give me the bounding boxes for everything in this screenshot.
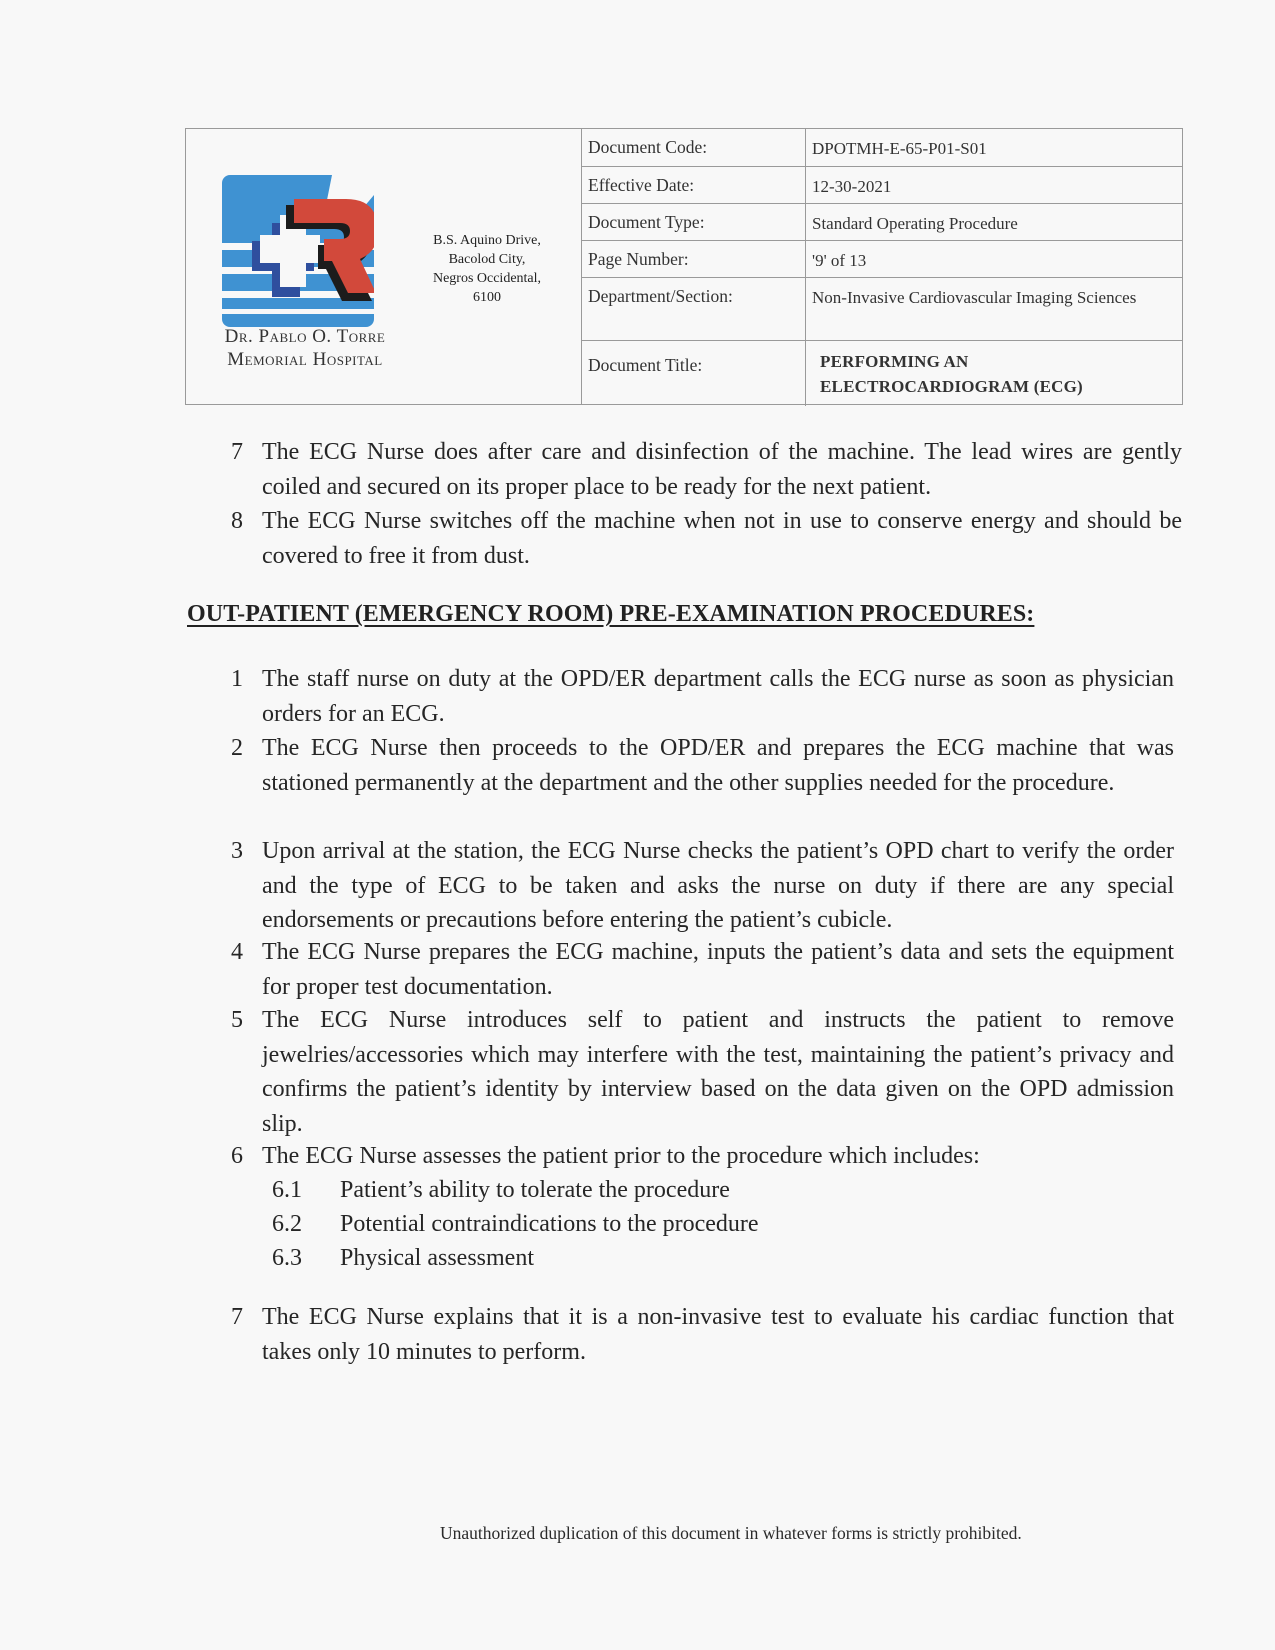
address-line: 6100 <box>473 290 501 305</box>
page-number-value: '9' of 13 <box>812 251 867 270</box>
metadata-row-effective-date <box>582 167 1182 204</box>
item-number: 4 <box>231 939 243 965</box>
subitem-text: Physical assessment <box>340 1245 534 1271</box>
subitem-number: 6.1 <box>272 1177 302 1203</box>
document-title-value <box>806 341 1182 406</box>
subitem-text: Patient’s ability to tolerate the procedure <box>340 1177 730 1203</box>
metadata-label: Effective Date: <box>582 167 806 203</box>
metadata-label: Department/Section: <box>582 278 806 340</box>
item-text: The ECG Nurse does after care and disinfection of the machine. The lead wires are gently coiled and secured on its proper place to be ready for the next patient. <box>262 439 1182 500</box>
hospital-identity-cell <box>186 129 582 404</box>
document-title-line2: ELECTROCARDIOGRAM (ECG) <box>820 377 1083 396</box>
item-number: 8 <box>231 508 243 534</box>
item-text: The ECG Nurse introduces self to patient and instructs the patient to remove jewelries/accessories which may interfere with the test, maintaining the patient’s privacy and confirms the patient’s identity by interview based on the data given on the OPD admission slip. <box>262 1007 1174 1137</box>
metadata-label: Document Title: <box>582 341 806 406</box>
metadata-row-page-number <box>582 241 1182 278</box>
metadata-label: Document Type: <box>582 204 806 240</box>
metadata-row-document-code <box>582 129 1182 167</box>
address-line: Negros Occidental, <box>432 271 542 286</box>
item-number: 1 <box>231 666 243 692</box>
footer-notice: Unauthorized duplication of this document in whatever forms is strictly prohibited. <box>440 1523 1022 1543</box>
department-value: Non-Invasive Cardiovascular Imaging Sciences <box>812 288 1137 307</box>
hospital-logo-icon <box>222 175 374 327</box>
item-text: The staff nurse on duty at the OPD/ER department calls the ECG nurse as soon as physician orders for an ECG. <box>262 666 1174 727</box>
subitem-text: Potential contraindications to the procedure <box>340 1211 759 1237</box>
item-number: 2 <box>231 735 243 761</box>
metadata-label: Document Code: <box>582 129 806 166</box>
address-line: B.S. Aquino Drive, <box>433 233 541 248</box>
metadata-label: Page Number: <box>582 241 806 277</box>
item-number: 7 <box>231 1304 243 1330</box>
item-text: The ECG Nurse then proceeds to the OPD/ER and prepares the ECG machine that was stationed permanently at the department and the other supplies needed for the procedure. <box>262 735 1174 796</box>
document-header-table <box>185 128 1183 405</box>
subitem-number: 6.2 <box>272 1211 302 1237</box>
metadata-row-document-type <box>582 204 1182 241</box>
effective-date-value: 12-30-2021 <box>812 177 892 196</box>
document-type-value: Standard Operating Procedure <box>812 214 1018 233</box>
metadata-row-document-title <box>582 341 1182 406</box>
hospital-name-line2: Memorial Hospital <box>227 349 383 370</box>
document-code-value: DPOTMH-E-65-P01-S01 <box>812 139 987 158</box>
address-line: Bacolod City, <box>448 252 526 267</box>
item-text: The ECG Nurse explains that it is a non-invasive test to evaluate his cardiac function that takes only 10 minutes to perform. <box>262 1304 1174 1365</box>
item-number: 3 <box>231 838 243 864</box>
metadata-row-department <box>582 278 1182 341</box>
hospital-address <box>412 231 562 307</box>
document-title-line1: PERFORMING AN <box>820 352 969 371</box>
item-text: Upon arrival at the station, the ECG Nurse checks the patient’s OPD chart to verify the order and the type of ECG to be taken and asks the nurse on duty if there are any special endorsements or precautions before entering the patient’s cubicle. <box>262 838 1174 933</box>
item-number: 6 <box>231 1143 243 1169</box>
hospital-name-line1: Dr. Pablo O. Torre <box>224 326 386 347</box>
subitem-number: 6.3 <box>272 1245 302 1271</box>
hospital-name <box>190 325 420 371</box>
document-metadata <box>582 129 1182 404</box>
item-text: The ECG Nurse prepares the ECG machine, inputs the patient’s data and sets the equipment for proper test documentation. <box>262 939 1174 1000</box>
item-text: The ECG Nurse assesses the patient prior to the procedure which includes: <box>262 1143 980 1169</box>
item-number: 7 <box>231 439 243 465</box>
item-text: The ECG Nurse switches off the machine when not in use to conserve energy and should be covered to free it from dust. <box>262 508 1182 569</box>
section-heading: OUT-PATIENT (EMERGENCY ROOM) PRE-EXAMINATION PROCEDURES: <box>187 601 1035 627</box>
item-number: 5 <box>231 1007 243 1033</box>
